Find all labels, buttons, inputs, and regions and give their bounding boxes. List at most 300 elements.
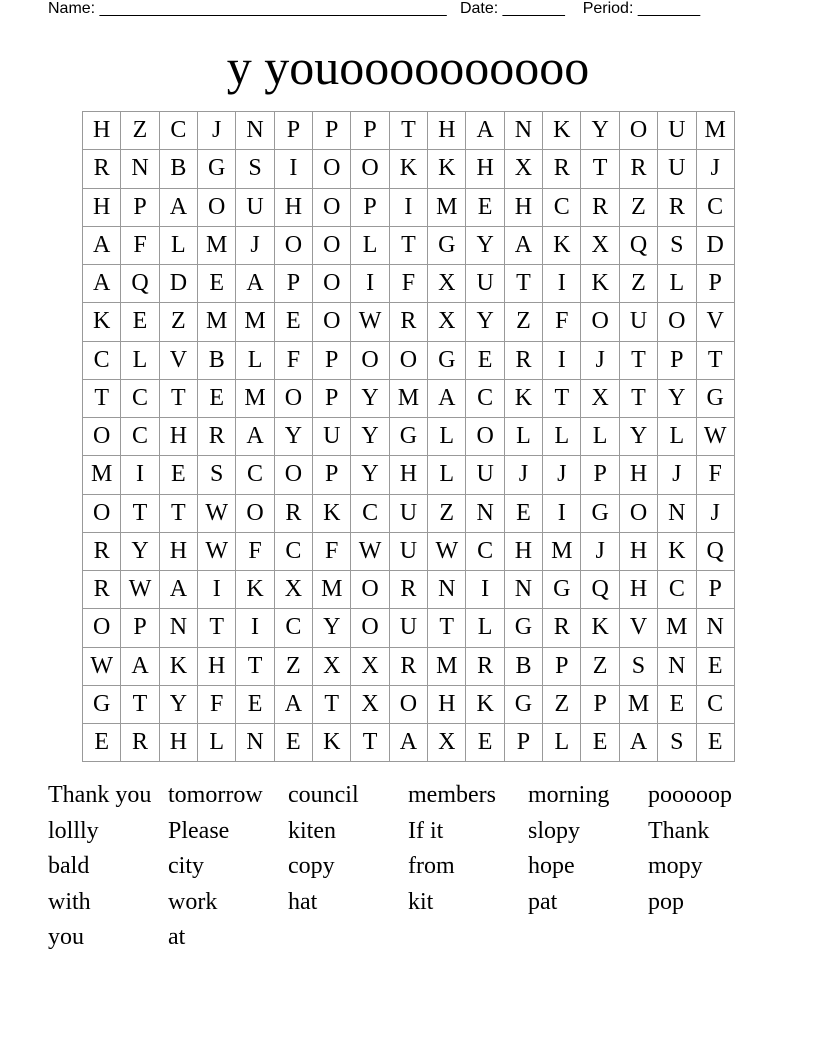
- grid-cell: T: [313, 686, 351, 724]
- grid-cell: U: [466, 456, 504, 494]
- grid-cell: R: [198, 418, 236, 456]
- grid-cell: I: [121, 456, 159, 494]
- grid-cell: U: [390, 609, 428, 647]
- grid-cell: M: [697, 112, 735, 150]
- grid-cell: C: [658, 571, 696, 609]
- grid-cell: X: [351, 648, 389, 686]
- grid-cell: Y: [351, 418, 389, 456]
- word-list-item: hat: [288, 888, 318, 915]
- grid-cell: U: [236, 189, 274, 227]
- grid-cell: C: [121, 380, 159, 418]
- grid-cell: E: [466, 189, 504, 227]
- grid-cell: R: [543, 150, 581, 188]
- grid-cell: T: [160, 380, 198, 418]
- grid-cell: G: [390, 418, 428, 456]
- grid-cell: T: [121, 495, 159, 533]
- word-list-item: work: [168, 888, 218, 915]
- grid-cell: L: [428, 418, 466, 456]
- grid-cell: R: [466, 648, 504, 686]
- grid-cell: F: [390, 265, 428, 303]
- grid-cell: Q: [697, 533, 735, 571]
- grid-cell: J: [658, 456, 696, 494]
- grid-cell: I: [543, 495, 581, 533]
- word-list-item: kit: [408, 888, 434, 915]
- grid-cell: T: [198, 609, 236, 647]
- grid-cell: G: [543, 571, 581, 609]
- grid-cell: Y: [313, 609, 351, 647]
- grid-cell: P: [543, 648, 581, 686]
- grid-cell: O: [275, 227, 313, 265]
- grid-cell: N: [466, 495, 504, 533]
- grid-cell: P: [275, 265, 313, 303]
- grid-cell: L: [160, 227, 198, 265]
- word-list-item: council: [288, 782, 359, 808]
- word-list-item: with: [48, 888, 91, 915]
- word-list-item: from: [408, 853, 455, 880]
- grid-cell: E: [275, 724, 313, 762]
- grid-cell: C: [275, 533, 313, 571]
- grid-cell: S: [658, 227, 696, 265]
- grid-cell: G: [697, 380, 735, 418]
- grid-cell: K: [581, 265, 619, 303]
- grid-cell: G: [581, 495, 619, 533]
- word-list-item: you: [48, 924, 84, 951]
- grid-cell: W: [83, 648, 121, 686]
- grid-cell: E: [697, 724, 735, 762]
- grid-cell: T: [390, 227, 428, 265]
- grid-cell: T: [697, 342, 735, 380]
- grid-cell: O: [466, 418, 504, 456]
- grid-cell: G: [428, 227, 466, 265]
- word-list-item: morning: [528, 782, 610, 808]
- grid-cell: V: [697, 303, 735, 341]
- grid-cell: T: [620, 342, 658, 380]
- grid-cell: A: [121, 648, 159, 686]
- grid-cell: L: [428, 456, 466, 494]
- word-list-item: pop: [648, 888, 684, 915]
- grid-cell: Z: [428, 495, 466, 533]
- word-list-item: members: [408, 782, 496, 808]
- grid-cell: P: [121, 609, 159, 647]
- grid-cell: A: [620, 724, 658, 762]
- grid-cell: N: [160, 609, 198, 647]
- grid-cell: A: [390, 724, 428, 762]
- grid-cell: L: [658, 418, 696, 456]
- grid-cell: Q: [620, 227, 658, 265]
- word-list: [48, 782, 768, 960]
- grid-cell: H: [83, 189, 121, 227]
- grid-cell: O: [275, 380, 313, 418]
- grid-cell: M: [620, 686, 658, 724]
- grid-cell: G: [505, 609, 543, 647]
- word-list-item: Thank you: [48, 782, 152, 808]
- grid-cell: P: [351, 189, 389, 227]
- word-list-item: slopy: [528, 817, 581, 844]
- grid-cell: U: [390, 495, 428, 533]
- word-list-item: bald: [48, 853, 90, 880]
- word-list-item: pat: [528, 888, 558, 915]
- grid-cell: N: [505, 112, 543, 150]
- grid-cell: O: [313, 227, 351, 265]
- grid-cell: J: [505, 456, 543, 494]
- grid-cell: Q: [121, 265, 159, 303]
- grid-cell: P: [697, 571, 735, 609]
- grid-cell: H: [428, 686, 466, 724]
- grid-cell: A: [236, 265, 274, 303]
- grid-cell: R: [83, 533, 121, 571]
- grid-cell: D: [697, 227, 735, 265]
- grid-cell: J: [697, 495, 735, 533]
- grid-cell: O: [313, 265, 351, 303]
- grid-cell: W: [697, 418, 735, 456]
- grid-cell: A: [236, 418, 274, 456]
- grid-cell: K: [658, 533, 696, 571]
- grid-cell: E: [466, 724, 504, 762]
- grid-cell: C: [351, 495, 389, 533]
- grid-cell: R: [505, 342, 543, 380]
- grid-cell: D: [160, 265, 198, 303]
- grid-cell: M: [428, 189, 466, 227]
- grid-cell: F: [313, 533, 351, 571]
- grid-cell: E: [83, 724, 121, 762]
- grid-cell: T: [83, 380, 121, 418]
- grid-cell: K: [543, 227, 581, 265]
- grid-cell: O: [351, 609, 389, 647]
- grid-cell: K: [236, 571, 274, 609]
- grid-cell: C: [160, 112, 198, 150]
- grid-cell: H: [620, 533, 658, 571]
- grid-cell: K: [505, 380, 543, 418]
- grid-cell: Y: [275, 418, 313, 456]
- grid-cell: E: [275, 303, 313, 341]
- grid-cell: O: [275, 456, 313, 494]
- grid-cell: R: [543, 609, 581, 647]
- grid-cell: L: [351, 227, 389, 265]
- grid-cell: Z: [160, 303, 198, 341]
- grid-cell: H: [505, 533, 543, 571]
- word-list-item: mopy: [648, 853, 703, 880]
- grid-cell: Q: [581, 571, 619, 609]
- grid-cell: M: [313, 571, 351, 609]
- grid-cell: B: [160, 150, 198, 188]
- grid-cell: K: [160, 648, 198, 686]
- grid-cell: Z: [543, 686, 581, 724]
- grid-cell: Y: [121, 533, 159, 571]
- grid-cell: P: [697, 265, 735, 303]
- grid-cell: G: [428, 342, 466, 380]
- grid-cell: O: [351, 150, 389, 188]
- grid-cell: N: [658, 495, 696, 533]
- grid-cell: I: [198, 571, 236, 609]
- grid-cell: P: [313, 380, 351, 418]
- grid-cell: I: [351, 265, 389, 303]
- grid-cell: M: [428, 648, 466, 686]
- grid-cell: K: [581, 609, 619, 647]
- grid-cell: T: [428, 609, 466, 647]
- grid-cell: C: [697, 189, 735, 227]
- grid-cell: U: [658, 112, 696, 150]
- grid-cell: H: [620, 456, 658, 494]
- grid-cell: F: [121, 227, 159, 265]
- grid-cell: W: [428, 533, 466, 571]
- grid-cell: A: [160, 571, 198, 609]
- grid-cell: M: [236, 380, 274, 418]
- grid-cell: E: [160, 456, 198, 494]
- grid-cell: O: [620, 495, 658, 533]
- word-list-item: copy: [288, 853, 335, 880]
- grid-cell: P: [313, 112, 351, 150]
- grid-cell: I: [236, 609, 274, 647]
- grid-cell: K: [83, 303, 121, 341]
- grid-cell: M: [658, 609, 696, 647]
- grid-cell: Z: [505, 303, 543, 341]
- grid-cell: F: [697, 456, 735, 494]
- grid-cell: X: [581, 227, 619, 265]
- grid-cell: H: [275, 189, 313, 227]
- word-list-item: kiten: [288, 817, 336, 844]
- grid-cell: X: [428, 724, 466, 762]
- grid-cell: W: [198, 495, 236, 533]
- grid-cell: C: [236, 456, 274, 494]
- grid-cell: L: [121, 342, 159, 380]
- grid-cell: Z: [275, 648, 313, 686]
- grid-cell: P: [658, 342, 696, 380]
- grid-cell: P: [121, 189, 159, 227]
- grid-cell: O: [351, 571, 389, 609]
- grid-cell: E: [697, 648, 735, 686]
- grid-cell: C: [466, 533, 504, 571]
- grid-cell: P: [313, 456, 351, 494]
- grid-cell: I: [543, 265, 581, 303]
- grid-cell: E: [121, 303, 159, 341]
- grid-cell: M: [198, 227, 236, 265]
- grid-cell: T: [543, 380, 581, 418]
- puzzle-title: y youoooooooooo: [226, 39, 590, 95]
- grid-cell: H: [428, 112, 466, 150]
- grid-cell: U: [466, 265, 504, 303]
- grid-cell: H: [160, 418, 198, 456]
- grid-cell: Z: [121, 112, 159, 150]
- grid-cell: F: [543, 303, 581, 341]
- grid-cell: M: [83, 456, 121, 494]
- grid-cell: U: [620, 303, 658, 341]
- grid-cell: J: [543, 456, 581, 494]
- grid-cell: W: [351, 303, 389, 341]
- word-search-grid: [82, 111, 735, 762]
- grid-cell: T: [505, 265, 543, 303]
- grid-cell: A: [428, 380, 466, 418]
- grid-cell: A: [466, 112, 504, 150]
- grid-cell: Y: [658, 380, 696, 418]
- grid-cell: H: [466, 150, 504, 188]
- grid-cell: A: [275, 686, 313, 724]
- grid-cell: I: [390, 189, 428, 227]
- grid-cell: X: [313, 648, 351, 686]
- grid-cell: R: [390, 648, 428, 686]
- grid-cell: T: [121, 686, 159, 724]
- grid-cell: K: [390, 150, 428, 188]
- student-info-header: Name: _______________________________________ Date: _______ Period: _______: [48, 0, 701, 17]
- grid-cell: E: [658, 686, 696, 724]
- word-list-item: tomorrow: [168, 782, 263, 808]
- word-list-item: lollly: [48, 817, 99, 844]
- grid-cell: I: [543, 342, 581, 380]
- grid-cell: A: [160, 189, 198, 227]
- grid-cell: C: [121, 418, 159, 456]
- word-list-item: Thank: [648, 817, 710, 844]
- grid-cell: K: [543, 112, 581, 150]
- grid-cell: R: [390, 303, 428, 341]
- grid-cell: X: [505, 150, 543, 188]
- grid-cell: B: [505, 648, 543, 686]
- word-list-item: hope: [528, 853, 575, 880]
- grid-cell: C: [543, 189, 581, 227]
- grid-cell: N: [121, 150, 159, 188]
- grid-cell: N: [428, 571, 466, 609]
- grid-cell: C: [466, 380, 504, 418]
- grid-cell: C: [275, 609, 313, 647]
- grid-cell: M: [543, 533, 581, 571]
- grid-cell: O: [390, 686, 428, 724]
- grid-cell: J: [581, 533, 619, 571]
- grid-cell: R: [658, 189, 696, 227]
- grid-cell: O: [351, 342, 389, 380]
- grid-cell: Y: [160, 686, 198, 724]
- grid-cell: U: [390, 533, 428, 571]
- grid-cell: F: [236, 533, 274, 571]
- grid-cell: K: [313, 724, 351, 762]
- grid-cell: G: [198, 150, 236, 188]
- grid-cell: O: [313, 189, 351, 227]
- grid-cell: U: [313, 418, 351, 456]
- grid-cell: L: [581, 418, 619, 456]
- grid-cell: W: [121, 571, 159, 609]
- grid-cell: H: [83, 112, 121, 150]
- grid-cell: Y: [351, 380, 389, 418]
- grid-cell: T: [236, 648, 274, 686]
- grid-cell: R: [83, 150, 121, 188]
- grid-cell: V: [620, 609, 658, 647]
- grid-cell: Z: [620, 189, 658, 227]
- grid-cell: I: [466, 571, 504, 609]
- grid-cell: N: [505, 571, 543, 609]
- grid-cell: N: [658, 648, 696, 686]
- grid-cell: Y: [620, 418, 658, 456]
- grid-cell: O: [83, 418, 121, 456]
- grid-cell: M: [198, 303, 236, 341]
- grid-cell: U: [658, 150, 696, 188]
- word-list-item: pooooop: [648, 782, 732, 808]
- grid-cell: R: [390, 571, 428, 609]
- grid-cell: L: [658, 265, 696, 303]
- grid-cell: P: [351, 112, 389, 150]
- grid-cell: R: [121, 724, 159, 762]
- grid-cell: L: [466, 609, 504, 647]
- grid-cell: P: [505, 724, 543, 762]
- grid-cell: H: [620, 571, 658, 609]
- grid-cell: O: [581, 303, 619, 341]
- grid-cell: Y: [351, 456, 389, 494]
- grid-cell: H: [505, 189, 543, 227]
- grid-cell: X: [428, 265, 466, 303]
- grid-cell: R: [83, 571, 121, 609]
- grid-cell: X: [351, 686, 389, 724]
- grid-cell: O: [83, 495, 121, 533]
- grid-cell: L: [543, 418, 581, 456]
- grid-cell: O: [313, 150, 351, 188]
- grid-cell: M: [236, 303, 274, 341]
- grid-cell: Y: [581, 112, 619, 150]
- grid-cell: O: [390, 342, 428, 380]
- grid-cell: O: [658, 303, 696, 341]
- grid-cell: J: [198, 112, 236, 150]
- grid-cell: L: [505, 418, 543, 456]
- grid-cell: Z: [581, 648, 619, 686]
- grid-cell: W: [351, 533, 389, 571]
- grid-cell: K: [466, 686, 504, 724]
- grid-cell: L: [543, 724, 581, 762]
- grid-cell: X: [275, 571, 313, 609]
- grid-cell: W: [198, 533, 236, 571]
- grid-cell: L: [198, 724, 236, 762]
- grid-cell: N: [236, 112, 274, 150]
- grid-cell: O: [236, 495, 274, 533]
- grid-cell: E: [198, 380, 236, 418]
- grid-cell: R: [275, 495, 313, 533]
- grid-cell: S: [236, 150, 274, 188]
- grid-cell: S: [658, 724, 696, 762]
- grid-cell: O: [313, 303, 351, 341]
- grid-cell: P: [313, 342, 351, 380]
- grid-cell: S: [198, 456, 236, 494]
- grid-cell: H: [160, 533, 198, 571]
- grid-cell: T: [581, 150, 619, 188]
- grid-cell: V: [160, 342, 198, 380]
- word-list-item: Please: [168, 817, 230, 844]
- grid-cell: N: [697, 609, 735, 647]
- grid-cell: B: [198, 342, 236, 380]
- grid-cell: G: [505, 686, 543, 724]
- grid-cell: P: [581, 686, 619, 724]
- grid-cell: M: [390, 380, 428, 418]
- grid-cell: P: [581, 456, 619, 494]
- grid-cell: F: [198, 686, 236, 724]
- grid-cell: G: [83, 686, 121, 724]
- grid-cell: N: [236, 724, 274, 762]
- grid-cell: E: [466, 342, 504, 380]
- grid-cell: C: [83, 342, 121, 380]
- grid-cell: T: [620, 380, 658, 418]
- grid-cell: A: [83, 265, 121, 303]
- grid-cell: E: [581, 724, 619, 762]
- grid-cell: Z: [620, 265, 658, 303]
- grid-cell: H: [198, 648, 236, 686]
- grid-cell: T: [390, 112, 428, 150]
- grid-cell: X: [428, 303, 466, 341]
- grid-cell: C: [697, 686, 735, 724]
- grid-cell: J: [236, 227, 274, 265]
- grid-cell: I: [275, 150, 313, 188]
- grid-cell: E: [198, 265, 236, 303]
- grid-cell: K: [313, 495, 351, 533]
- grid-cell: R: [581, 189, 619, 227]
- grid-cell: F: [275, 342, 313, 380]
- word-list-item: city: [168, 853, 204, 880]
- word-list-item: at: [168, 924, 186, 951]
- grid-cell: H: [390, 456, 428, 494]
- grid-cell: R: [620, 150, 658, 188]
- grid-cell: L: [236, 342, 274, 380]
